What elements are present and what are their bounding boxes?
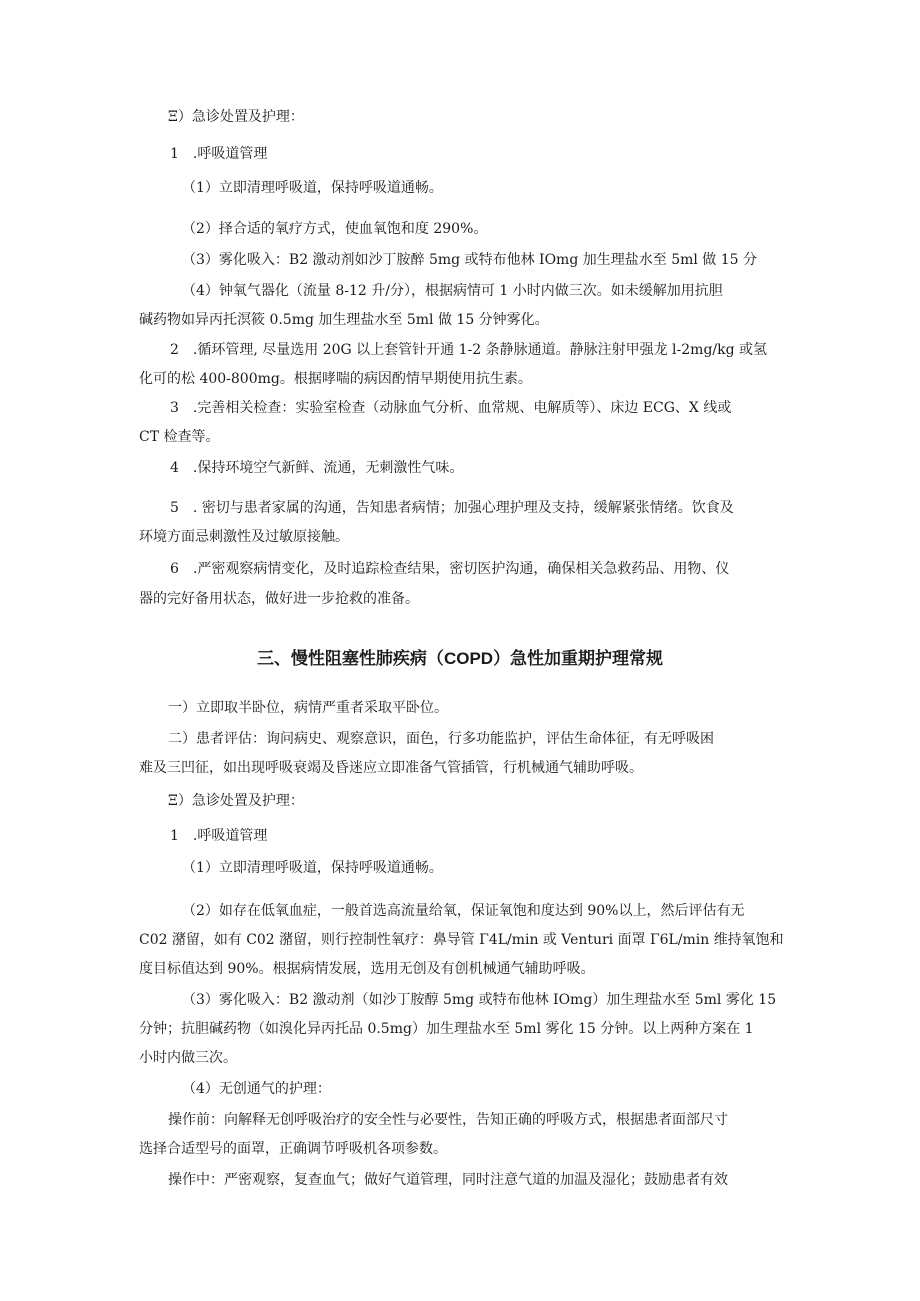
section-a-item-6-line-1: 6 .严密观察病情变化，及时追踪检查结果，密切医护沟通，确保相关急救药品、用物、仪: [170, 561, 730, 577]
section-a-item-5-line-2: 环境方面忌刺激性及过敏原接触。: [139, 529, 349, 545]
section-a-item-2-line-1: 2 .循环管理, 尽量选用 20G 以上套管针开通 1-2 条静脉通道。静脉注射甲强龙 l-2mg/kg 或氢: [170, 342, 768, 358]
section-b-sub-3-line-3: 小时内做三次。: [139, 1050, 237, 1066]
section-b-pre-line-1: 操作前：向解释无创呼吸治疗的安全性与必要性，告知正确的呼吸方式，根据患者面部尺寸: [168, 1112, 728, 1128]
section-title-abbr: COPD: [443, 649, 494, 668]
section-b-para-2-line-1: 二）患者评估：询问病史、观察意识，面色，行多功能监护，评估生命体征，有无呼吸困: [168, 731, 714, 747]
section-b-during-line-1: 操作中：严密观察，复查血气；做好气道管理，同时注意气道的加温及湿化；鼓励患者有效: [168, 1172, 728, 1188]
section-a-item-5-line-1: 5 . 密切与患者家属的沟通，告知患者病情；加强心理护理及支持，缓解紧张情绪。饮食及: [170, 500, 734, 516]
section-b-para-2-line-2: 难及三凹征，如出现呼吸衰竭及昏迷应立即准备气管插管，行机械通气辅助呼吸。: [139, 760, 643, 776]
section-a-item-6-line-2: 器的完好备用状态，做好进一步抢救的准备。: [139, 591, 419, 607]
section-a-item-3-line-2: CT 检查等。: [139, 429, 220, 445]
section-b-pre-line-2: 选择合适型号的面罩，正确调节呼吸机各项参数。: [139, 1141, 447, 1157]
section-title: [0, 648, 920, 670]
section-a-sub-4-line-2: 碱药物如异丙托溟筱 0.5mg 加生理盐水至 5ml 做 15 分钟雾化。: [139, 312, 549, 328]
section-b-heading: Ξ）急诊处置及护理：: [168, 793, 304, 809]
section-b-sub-2-line-2: C02 潴留，如有 C02 潴留，则行控制性氧疗：鼻导管 Γ4L/min 或 Venturi 面罩 Γ6L/min 维持氧饱和: [139, 932, 784, 948]
section-b-sub-2-line-1: （2）如存在低氧血症，一般首选高流量给氧，保证氧饱和度达到 90%以上，然后评估有无: [182, 903, 745, 919]
section-title-prefix: 三、慢性阻塞性肺疾病（: [256, 649, 444, 669]
section-a-heading: Ξ）急诊处置及护理：: [168, 109, 304, 125]
section-a-sub-2: （2）择合适的氧疗方式，使血氧饱和度 290%。: [182, 221, 488, 237]
section-a-item-3-line-1: 3 .完善相关检查：实验室检查（动脉血气分析、血常规、电解质等）、床边 ECG、X 线或: [170, 400, 732, 416]
section-a-item-2-line-2: 化可的松 400-800mg。根据哮喘的病因酌情早期使用抗生素。: [139, 371, 532, 387]
section-b-item-1: 1 .呼吸道管理: [170, 828, 268, 844]
section-a-item-1: 1 .呼吸道管理: [170, 146, 268, 162]
section-b-sub-2-line-3: 度目标值达到 90%。根据病情发展，选用无创及有创机械通气辅助呼吸。: [139, 961, 595, 977]
section-b-sub-4: （4）无创通气的护理：: [182, 1081, 331, 1097]
section-a-sub-1: （1）立即清理呼吸道，保持呼吸道通畅。: [182, 180, 443, 196]
section-a-item-4: 4 .保持环境空气新鲜、流通，无刺激性气味。: [170, 460, 464, 476]
section-b-sub-3-line-2: 分钟；抗胆碱药物（如溴化异丙托品 0.5mg）加生理盐水至 5ml 雾化 15 分钟。以上两种方案在 1: [139, 1021, 754, 1037]
section-a-sub-4-line-1: （4）钟氧气器化（流量 8-12 升/分），根据病情可 1 小时内做三次。如未缓解加用抗胆: [182, 283, 723, 299]
section-title-suffix: ）急性加重期护理常规: [493, 649, 664, 669]
section-b-para-1: 一）立即取半卧位，病情严重者采取平卧位。: [168, 700, 448, 716]
section-a-sub-3: （3）雾化吸入：B2 激动剂如沙丁胺醉 5mg 或特布他林 IOmg 加生理盐水至 5ml 做 15 分: [182, 252, 758, 268]
section-b-sub-3-line-1: （3）雾化吸入：B2 激动剂（如沙丁胺醇 5mg 或特布他林 IOmg）加生理盐水至 5ml 雾化 15: [182, 992, 777, 1008]
section-b-sub-1: （1）立即清理呼吸道，保持呼吸道通畅。: [182, 860, 443, 876]
